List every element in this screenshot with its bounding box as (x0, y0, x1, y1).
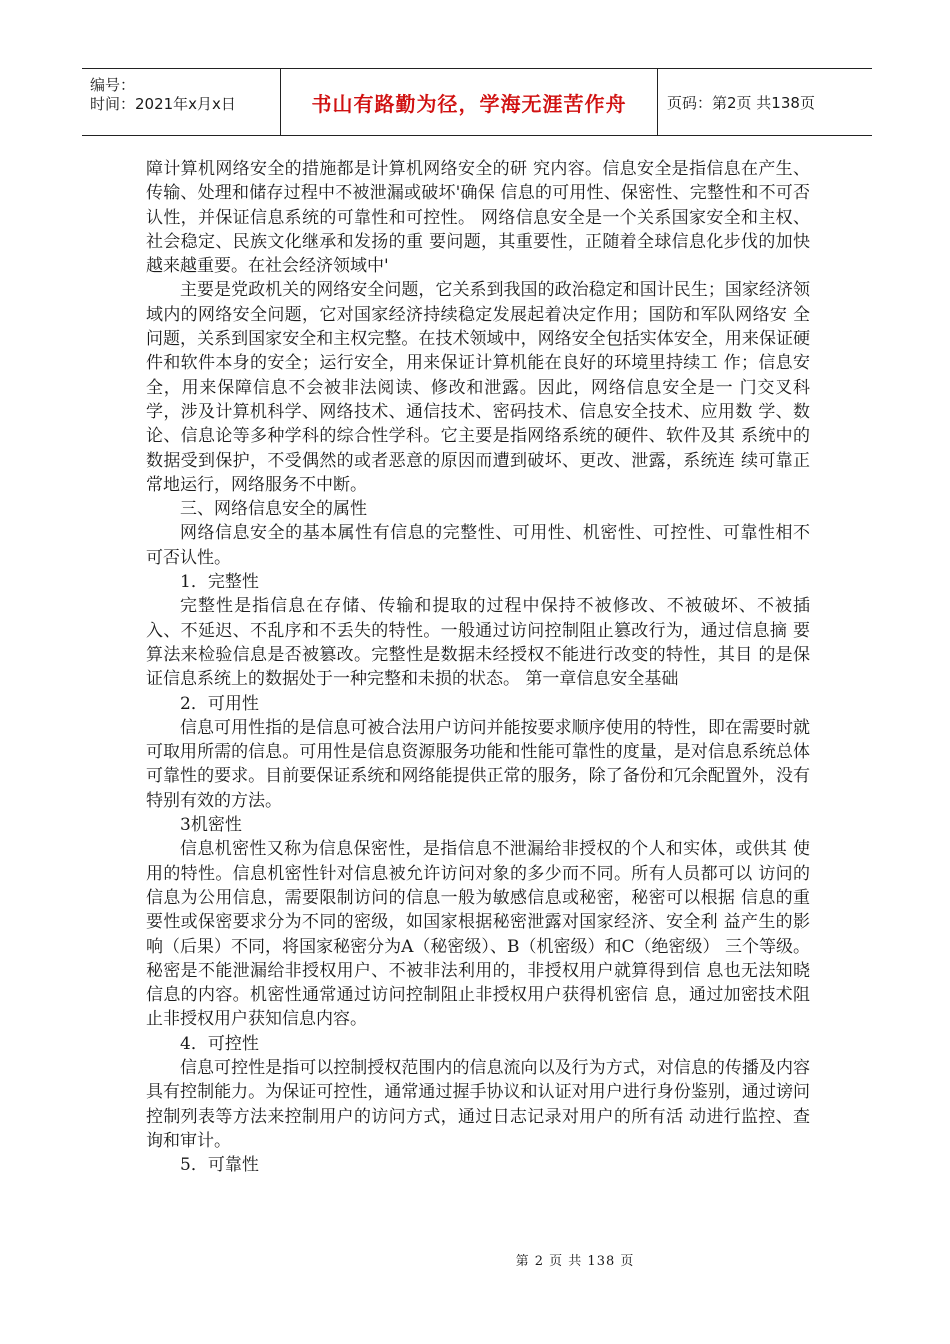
subsection-heading: 5．可靠性 (180, 1155, 259, 1176)
paragraph: 完整性是指信息在存储、传输和提取的过程中保持不被修改、不被破坏、不被插 入、不延迟、不乱序和不丢失的特性。一般通过访问控制阻止篡改行为，通过信息摘 要算法来检验信息是否被篡改。完整性是数据未经授权不能进行改变的特性，其目 的是保证信息系统上的数据处于一种完整和未损的状态。 第一章信息安全基础 (146, 596, 810, 690)
subsection-heading: 1．完整性 (180, 572, 259, 593)
header-motto-cell (281, 69, 658, 135)
document-number-label: 编号： (90, 76, 136, 94)
subsection-heading: 2．可用性 (180, 693, 259, 714)
motto-text: 书山有路勤为径，学海无涯苦作舟 (311, 91, 627, 116)
header-meta (82, 69, 281, 135)
document-date-label: 时间：2021年x月x日 (90, 95, 236, 113)
page-info: 页码：第2页 共138页 (667, 93, 815, 112)
paragraph: 信息可用性指的是信息可被合法用户访问并能按要求顺序使用的特性，即在需要时就可取用所需的信息。可用性是信息资源服务功能和性能可靠性的度量，是对信息系统总体可靠性的要求。目前要保证系统和网络能提供正常的服务，除了备份和冗余配置外，没有特别有效的方法。 (146, 717, 810, 811)
section-heading: 三、网络信息安全的属性 (180, 499, 367, 520)
paragraph: 信息可控性是指可以控制授权范围内的信息流向以及行为方式，对信息的传播及内容具有控制能力。为保证可控性，通常通过握手协议和认证对用户进行身份鉴别，通过谤问控制列表等方法来控制用户的访问方式，通过日志记录对用户的所有活 动进行监控、查询和审计。 (146, 1057, 810, 1151)
header-page-cell (658, 69, 872, 135)
subsection-heading: 3机密性 (180, 815, 242, 836)
subsection-heading: 4．可控性 (180, 1033, 259, 1054)
page-footer: 第 2 页 共 138 页 (515, 1254, 635, 1269)
paragraph-continuation: 障计算机网络安全的措施都是计算机网络安全的研 究内容。信息安全是指信息在产生、传输、处理和储存过程中不被泄漏或破坏'确保 信息的可用性、保密性、完整性和不可否认性，并保证信息系统的可靠性和可控性。 网络信息安全是一个关系国家安全和主权、社会稳定、民族文化继承和发扬的重 要问题，其重要性，正随着全球信息化步伐的加快越来越重要。在社会经济领域中' (146, 159, 810, 277)
paragraph: 信息机密性又称为信息保密性，是指信息不泄漏给非授权的个人和实体，或供其 使用的特性。信息机密性针对信息被允许访问对象的多少而不同。所有人员都可以 访问的信息为公用信息，需要限制访问的信息一般为敏感信息或秘密，秘密可以根据 信息的重要性或保密要求分为不同的密级，如国家根据秘密泄露对国家经济、安全利 益产生的影响（后果）不同，将国家秘密分为A（秘密级）、B（机密级）和C（绝密级） 三个等级。秘密是不能泄漏给非授权用户、不被非法利用的，非授权用户就算得到信 息也无法知晓信息的内容。机密性通常通过访问控制阻止非授权用户获得机密信 息，通过加密技术阻止非授权用户获知信息内容。 (146, 839, 810, 1030)
page-header (82, 68, 872, 136)
paragraph: 网络信息安全的基本属性有信息的完整性、可用性、机密性、可控性、可靠性相不 可否认性。 (146, 523, 810, 568)
document-body (146, 157, 810, 1177)
paragraph: 主要是党政机关的网络安全问题，它关系到我国的政治稳定和国计民生；国家经济领 域内的网络安全问题，它对国家经济持续稳定发展起着决定作用；国防和军队网络安 全问题，关系到国家安全和主权完整。在技术领域中，网络安全包括实体安全，用来保证硬件和软件本身的安全；运行安全，用来保证计算机能在良好的环境里持续工 作；信息安全，用来保障信息不会被非法阅读、修改和泄露。因此，网络信息安全是一 门交叉科学，涉及计算机科学、网络技术、通信技术、密码技术、信息安全技术、应用数 学、数论、信息论等多种学科的综合性学科。它主要是指网络系统的硬件、软件及其 系统中的数据受到保护，不受偶然的或者恶意的原因而遭到破坏、更改、泄露，系统连 续可靠正常地运行，网络服务不中断。 (146, 280, 810, 495)
